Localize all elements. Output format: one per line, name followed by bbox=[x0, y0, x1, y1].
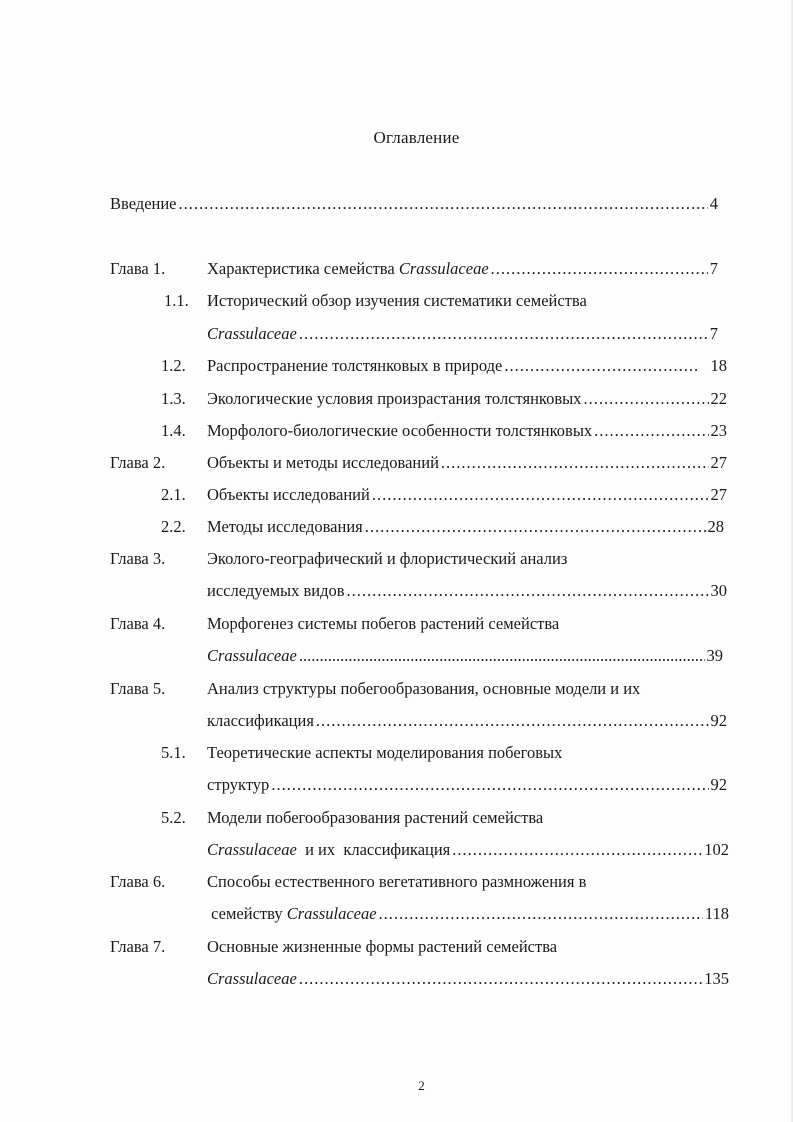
section-number: 5.2. bbox=[161, 808, 186, 827]
toc-entry-label: Морфогенез системы побегов растений семейства bbox=[207, 614, 560, 633]
toc-entry-label: исследуемых видов bbox=[207, 581, 345, 600]
leader-dots bbox=[316, 711, 709, 731]
toc-entry-label: Crassulaceae и их классификация bbox=[207, 840, 451, 859]
toc-page-number: 27 bbox=[710, 453, 727, 472]
toc-page-number: 28 bbox=[707, 517, 724, 536]
section-number: 1.1. bbox=[164, 291, 189, 310]
toc-entry-s52-cont[interactable] bbox=[207, 840, 729, 860]
leader-dots bbox=[299, 646, 705, 666]
leader-dots bbox=[452, 840, 702, 860]
leader-dots bbox=[347, 581, 709, 601]
toc-entry-ch6-cont[interactable] bbox=[207, 904, 729, 924]
chapter-number: Глава 7. bbox=[110, 937, 166, 956]
toc-entry-s11[interactable] bbox=[207, 291, 587, 311]
leader-dots bbox=[441, 453, 709, 473]
toc-entry-label: Введение bbox=[110, 194, 177, 213]
toc-entry-label: семейству Crassulaceae bbox=[207, 904, 377, 923]
toc-entry-ch3-cont[interactable] bbox=[207, 581, 727, 601]
section-number: 1.4. bbox=[161, 421, 186, 440]
toc-entry-label: классификация bbox=[207, 711, 314, 730]
chapter-number: Глава 6. bbox=[110, 872, 166, 891]
section-number: 2.1. bbox=[161, 485, 186, 504]
toc-page-number: 7 bbox=[709, 324, 718, 343]
leader-dots bbox=[365, 517, 706, 537]
toc-entry-intro[interactable] bbox=[110, 194, 718, 214]
toc-entry-ch5-cont[interactable] bbox=[207, 711, 727, 731]
toc-entry-label: Модели побегообразования растений семейства bbox=[207, 808, 544, 827]
chapter-number: Глава 3. bbox=[110, 549, 166, 568]
toc-entry-label: Характеристика семейства Crassulaceae bbox=[207, 259, 489, 278]
toc-entry-label: структур bbox=[207, 775, 270, 794]
toc-entry-ch7-cont[interactable] bbox=[207, 969, 729, 989]
chapter-number: Глава 2. bbox=[110, 453, 166, 472]
toc-entry-label: Объекты исследований bbox=[207, 485, 370, 504]
toc-page-number: 4 bbox=[709, 194, 718, 213]
chapter-number: Глава 4. bbox=[110, 614, 166, 633]
toc-entry-label: Crassulaceae bbox=[207, 646, 297, 665]
toc-page-number: 92 bbox=[710, 775, 727, 794]
leader-dots bbox=[504, 356, 696, 376]
section-number: 5.1. bbox=[161, 743, 186, 762]
toc-page-number: 27 bbox=[710, 485, 727, 504]
toc-entry-s22[interactable] bbox=[207, 517, 724, 537]
toc-entry-label: Объекты и методы исследований bbox=[207, 453, 439, 472]
leader-dots bbox=[179, 194, 708, 214]
leader-dots bbox=[379, 904, 703, 924]
toc-entry-label: Морфолого-биологические особенности толстянковых bbox=[207, 421, 593, 440]
toc-entry-label: Основные жизненные формы растений семейства bbox=[207, 937, 558, 956]
toc-entry-label: Экологические условия произрастания толстянковых bbox=[207, 389, 582, 408]
toc-entry-s51[interactable] bbox=[207, 743, 562, 763]
toc-entry-ch2[interactable] bbox=[207, 453, 727, 473]
toc-entry-s12[interactable] bbox=[207, 356, 727, 376]
toc-entry-label: Теоретические аспекты моделирования побеговых bbox=[207, 743, 563, 762]
toc-entry-ch7[interactable] bbox=[207, 937, 557, 957]
section-number: 1.3. bbox=[161, 389, 186, 408]
toc-page-number: 39 bbox=[706, 646, 723, 665]
toc-page-number: 92 bbox=[710, 711, 727, 730]
toc-entry-ch3[interactable] bbox=[207, 549, 567, 569]
page-title: Оглавление bbox=[373, 128, 460, 147]
leader-dots bbox=[299, 969, 702, 989]
toc-entry-label: Распространение толстянковых в природе bbox=[207, 356, 503, 375]
toc-entry-label: Способы естественного вегетативного размножения в bbox=[207, 872, 587, 891]
toc-page-number: 18 bbox=[710, 356, 727, 375]
leader-dots bbox=[372, 485, 709, 505]
toc-page-number: 30 bbox=[710, 581, 727, 600]
toc-entry-s51-cont[interactable] bbox=[207, 775, 727, 795]
toc-entry-ch4-cont[interactable] bbox=[207, 646, 723, 666]
section-number: 1.2. bbox=[161, 356, 186, 375]
toc-entry-ch6[interactable] bbox=[207, 872, 586, 892]
leader-dots bbox=[491, 259, 708, 279]
toc-entry-label: Анализ структуры побегообразования, основные модели и их bbox=[207, 679, 641, 698]
toc-entry-ch4[interactable] bbox=[207, 614, 559, 634]
toc-entry-s52[interactable] bbox=[207, 808, 543, 828]
toc-entry-s13[interactable] bbox=[207, 389, 727, 409]
toc-page-number: 7 bbox=[709, 259, 718, 278]
toc-entry-s21[interactable] bbox=[207, 485, 727, 505]
leader-dots bbox=[299, 324, 708, 344]
chapter-number: Глава 1. bbox=[110, 259, 166, 278]
toc-page-number: 22 bbox=[710, 389, 727, 408]
toc-entry-label: Crassulaceae bbox=[207, 324, 297, 343]
chapter-number: Глава 5. bbox=[110, 679, 166, 698]
toc-page-number: 135 bbox=[704, 969, 729, 988]
leader-dots bbox=[594, 421, 708, 441]
toc-page-number: 23 bbox=[710, 421, 727, 440]
leader-dots bbox=[271, 775, 708, 795]
toc-entry-label: Методы исследования bbox=[207, 517, 363, 536]
toc-entry-s11-cont[interactable] bbox=[207, 324, 718, 344]
toc-entry-s14[interactable] bbox=[207, 421, 727, 441]
toc-entry-ch5[interactable] bbox=[207, 679, 640, 699]
toc-entry-ch1[interactable] bbox=[207, 259, 718, 279]
leader-dots bbox=[583, 389, 708, 409]
toc-page-number: 118 bbox=[704, 904, 729, 923]
page-number: 2 bbox=[418, 1078, 425, 1093]
toc-entry-label: Эколого-географический и флористический анализ bbox=[207, 549, 568, 568]
section-number: 2.2. bbox=[161, 517, 186, 536]
toc-entry-label: Crassulaceae bbox=[207, 969, 297, 988]
toc-entry-label: Исторический обзор изучения систематики семейства bbox=[207, 291, 587, 310]
toc-page-number: 102 bbox=[704, 840, 729, 859]
